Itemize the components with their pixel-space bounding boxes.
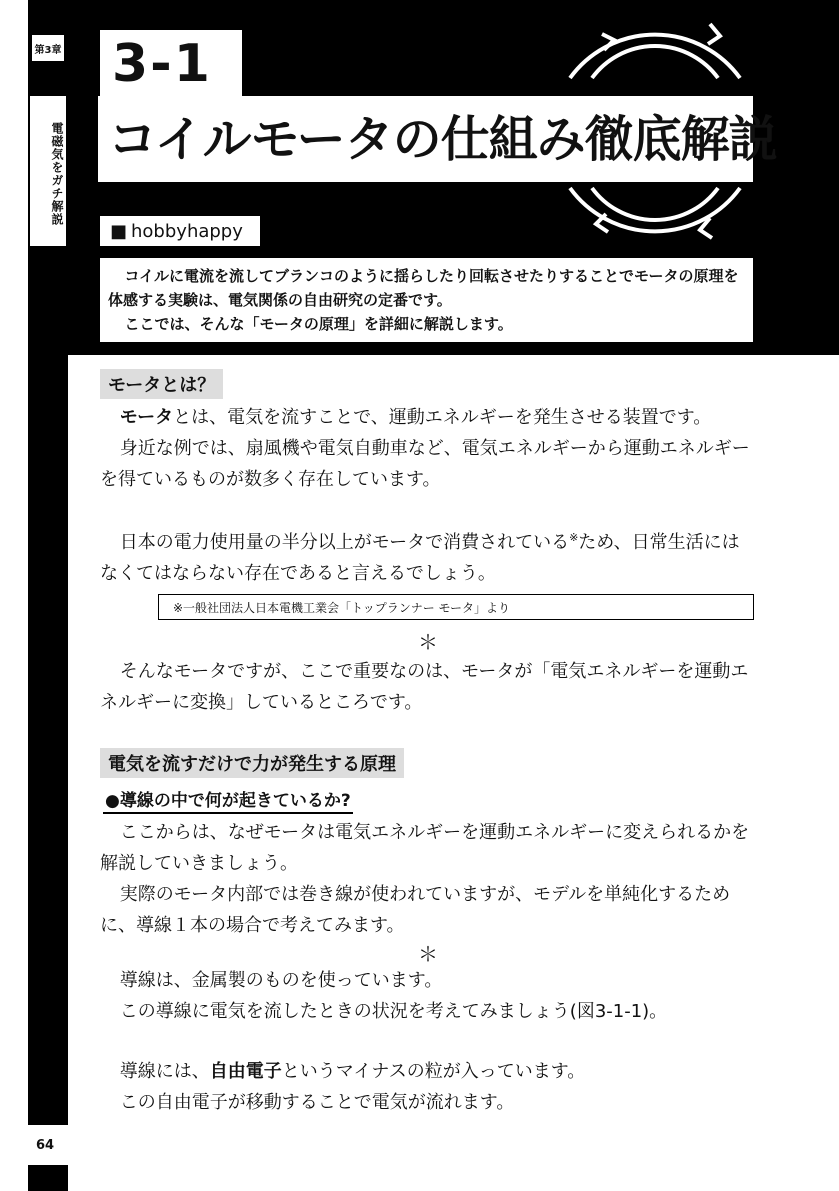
- lead-paragraph: コイルに電流を流してブランコのように揺らしたり回転させたりすることでモータの原理を体感する実験は、電気関係の自由研究の定番です。: [108, 267, 739, 309]
- keyword-free-electron: 自由電子: [209, 1061, 282, 1082]
- square-icon: ■: [110, 220, 128, 242]
- paragraph: 導線は、金属製のものを使っています。: [119, 970, 443, 991]
- section2-body-3: [100, 1056, 756, 1118]
- section1-body: [100, 402, 756, 495]
- sub-heading: ●導線の中で何が起きているか?: [103, 786, 353, 814]
- paragraph: モータとは、電気を流すことで、運動エネルギーを発生させる装置です。: [119, 407, 712, 428]
- paragraph: 身近な例では、扇風機や電気自動車など、電気エネルギーから運動エネルギーを得ているものが数多く存在しています。: [100, 438, 750, 490]
- author-tag: [100, 216, 260, 246]
- section2-body-2: [100, 965, 756, 1027]
- section-heading-principle: 電気を流すだけで力が発生する原理: [100, 748, 404, 778]
- paragraph: 日本の電力使用量の半分以上がモータで消費されている※ため、日常生活にはなくてはならない存在であると言えるでしょう。: [100, 531, 740, 584]
- section2-body: [100, 817, 756, 941]
- keyword-motor: モータ: [119, 407, 174, 428]
- chapter-tab: 第3章: [32, 35, 64, 61]
- paragraph: この導線に電気を流したときの状況を考えてみましょう(図3-1-1)。: [119, 1001, 668, 1022]
- separator-star: ＊: [418, 630, 438, 654]
- footnote: ※一般社団法人日本電機工業会「トップランナー モータ」より: [158, 594, 754, 620]
- paragraph: 導線には、自由電子というマイナスの粒が入っています。: [119, 1061, 586, 1082]
- section-number: 3-1: [112, 34, 212, 94]
- section-heading-motor: モータとは？: [100, 369, 223, 399]
- author-name: hobbyhappy: [131, 220, 243, 242]
- paragraph: ここからは、なぜモータは電気エネルギーを運動エネルギーに変えられるかを解説していきましょう。: [100, 822, 750, 874]
- lead-text: [100, 258, 753, 342]
- article-title: コイルモータの仕組み徹底解説: [108, 111, 777, 168]
- section1-body-2: [100, 522, 756, 589]
- paragraph: この自由電子が移動することで電気が流れます。: [119, 1092, 515, 1113]
- section1-body-3: [100, 656, 756, 718]
- chapter-vertical-label: 電磁気をガチ解説: [30, 96, 66, 246]
- footnote-mark: ※: [569, 531, 579, 544]
- lead-paragraph: ここでは、そんな「モータの原理」を詳細に解説します。: [124, 315, 513, 333]
- paragraph: そんなモータですが、ここで重要なのは、モータが「電気エネルギーを運動エネルギーに変換」しているところです。: [100, 661, 749, 713]
- paragraph: 実際のモータ内部では巻き線が使われていますが、モデルを単純化するために、導線１本の場合で考えてみます。: [100, 884, 731, 936]
- page-number: 64: [28, 1125, 68, 1165]
- separator-star: ＊: [418, 942, 438, 966]
